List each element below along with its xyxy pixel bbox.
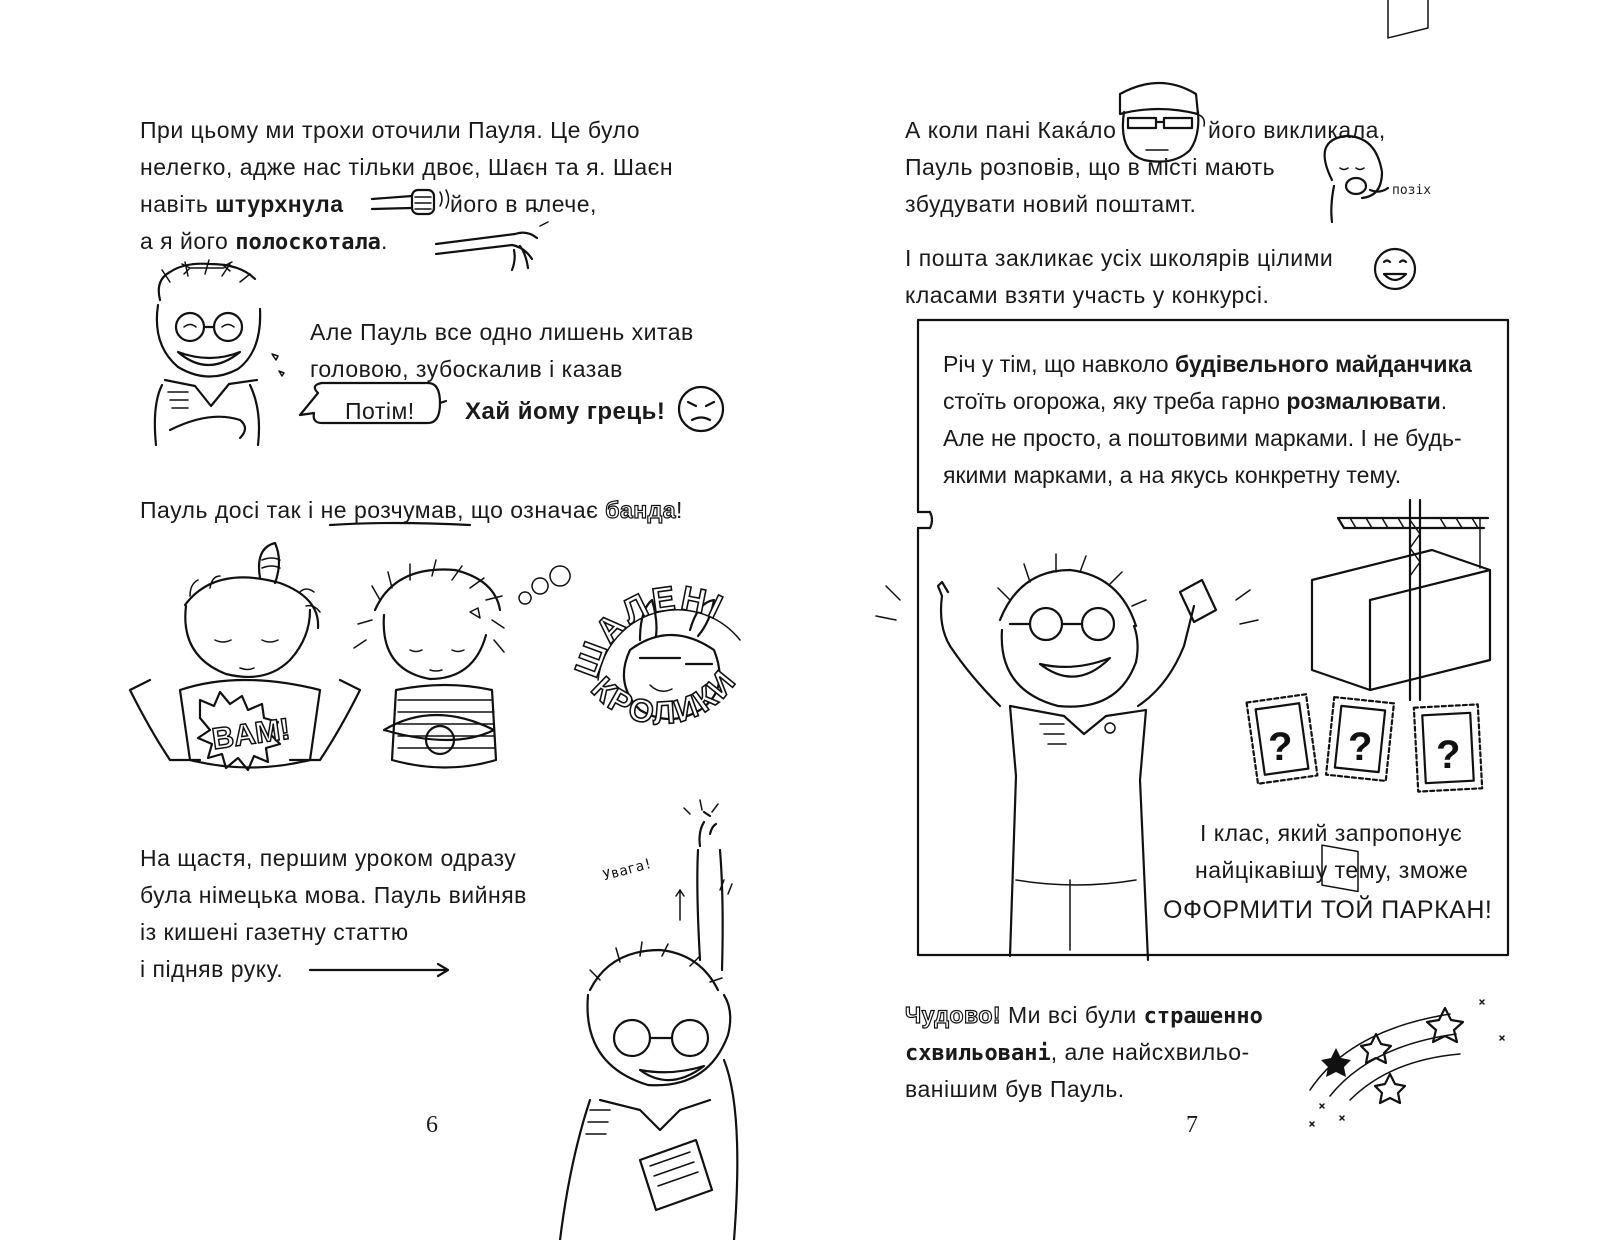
left-p4-line1: На щастя, першим уроком одразу [140, 845, 517, 871]
word-push: штурхнула [215, 191, 344, 217]
yawn-label: позіх [1392, 183, 1432, 198]
text-segment: . [1440, 388, 1448, 414]
left-p2-line1: Але Пауль все одно лишень хитав [310, 319, 694, 345]
construction-crane-illustration [1312, 0, 1490, 891]
word-great: Чудово! [905, 1002, 1002, 1028]
page-number-right: 7 [1186, 1112, 1198, 1138]
tickling-hand-icon [436, 208, 548, 270]
page-number-left: 6 [426, 1112, 438, 1138]
right-p3-line3: ванішим був Пауль. [905, 1076, 1125, 1102]
text-segment: , що означає [457, 497, 606, 523]
text-segment: , але найсхвильо- [1050, 1039, 1250, 1065]
badge-text-bottom-path: КРОЛИКИ [584, 661, 744, 732]
box-line7: ОФОРМИТИ ТОЙ ПАРКАН! [1163, 896, 1493, 924]
text-segment: стоїть огорожа, яку треба гарно [943, 388, 1287, 414]
left-p1-line2: нелегко, адже нас тільки двоє, Шаєн та я. Шаєн [140, 154, 674, 180]
text-segment: ! [676, 497, 683, 523]
box-line5: І клас, який запропонує [1200, 820, 1463, 846]
word-terribly: страшенно [1143, 1004, 1263, 1029]
left-p2-line2: головою, зубоскалив і казав [310, 356, 623, 382]
left-p4-line4: і підняв руку. [140, 956, 284, 982]
smiling-face-icon [1375, 249, 1415, 289]
stamp-question-mark-3: ? [1436, 733, 1461, 777]
right-p2-line1: І пошта закликає усіх школярів цілими [905, 245, 1334, 271]
right-p1-line1b: його викликала, [1208, 117, 1386, 143]
right-p2-line2: класами взяти участь у конкурсі. [905, 282, 1270, 308]
stamp-question-mark-1: ? [1268, 725, 1293, 769]
attention-label: Увага! [601, 855, 655, 885]
word-underlined: не розчумав [320, 497, 458, 523]
underline-mark [330, 523, 470, 525]
badge-text-top [568, 579, 731, 682]
text-segment: навіть [140, 191, 216, 217]
text-segment: . [380, 228, 388, 254]
word-tickle: полоскотала [235, 230, 381, 255]
badge-text-top-path: ШАЛЕНІ [567, 579, 731, 683]
paul-laughing-illustration [155, 260, 284, 445]
left-p4-line2: була німецька мова. Пауль вийняв [140, 882, 527, 908]
text-segment: а я його [140, 228, 236, 254]
bam-shirt-text: BAM! [210, 712, 293, 757]
left-p1-line3-end: його в плече, [450, 191, 597, 217]
girl-striped-illustration [354, 560, 570, 768]
box-line4: якими марками, а на якусь конкретну тему. [943, 462, 1402, 488]
box-line6: найцікавішу тему, зможе [1195, 857, 1469, 883]
paul-explaining-illustration [876, 554, 1258, 960]
word-construction-site: будівельного майданчика [1174, 351, 1472, 377]
badge-text-bottom [585, 662, 744, 731]
exclamation-text: Хай йому грець! [465, 398, 666, 425]
word-excited: схвильовані [905, 1041, 1051, 1066]
word-paint: розмалювати [1286, 388, 1441, 414]
grumpy-face-icon [679, 387, 723, 431]
speech-bubble-text: Потім! [345, 398, 415, 424]
text-segment: Ми всі були [1001, 1002, 1144, 1028]
shooting-stars-icon [1310, 1000, 1504, 1126]
fist-icon [372, 190, 449, 214]
right-p1-line3: збудувати новий поштамт. [905, 191, 1197, 217]
left-p4-line3: із кишені газетну статтю [140, 919, 409, 945]
speech-bubble [300, 383, 446, 423]
box-line3: Але не просто, а поштовими марками. І не будь- [943, 425, 1462, 451]
word-gang: банда [605, 497, 677, 523]
left-p1-line1: При цьому ми трохи оточили Пауля. Це було [140, 117, 640, 143]
yawning-face-icon [1325, 136, 1388, 222]
text-segment: Річ у тім, що навколо [943, 351, 1175, 377]
text-segment: Пауль досі так і [140, 497, 321, 523]
right-p1-line2: Пауль розповів, що в місті мають [905, 154, 1276, 180]
right-p1-line1a: А коли пані Кака́ло [905, 117, 1117, 143]
teacher-kakalo-face [1120, 83, 1204, 162]
stamp-question-mark-2: ? [1348, 725, 1373, 769]
arrow-right-icon [310, 964, 448, 976]
